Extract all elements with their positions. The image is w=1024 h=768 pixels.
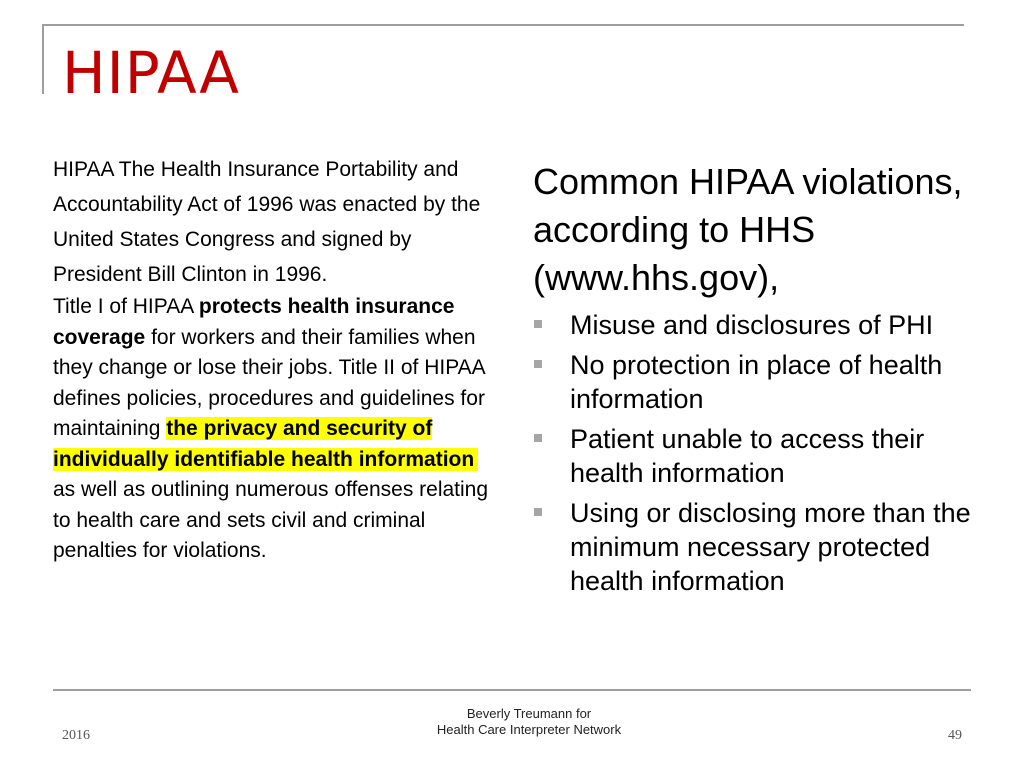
bold-coverage-phrase: protects health insurance coverage — [53, 295, 455, 349]
list-item — [533, 308, 973, 342]
square-bullet-icon — [534, 360, 542, 368]
para2-text-2: for workers and their families when they change or lose their jobs. Title II of HIPAA defines policies, procedures and guidelines for maintaining — [53, 325, 485, 440]
credit-line-1: Beverly Treumann for — [466, 706, 592, 721]
para2-text-3: as well as outlining numerous offenses relating to health care and sets civil and criminal penalties for violations. — [53, 478, 489, 562]
para2-text-1: Title I of HIPAA — [53, 295, 199, 318]
violations-heading: Common HIPAA violations, according to HHS (www.hhs.gov), — [533, 161, 963, 298]
list-item — [533, 348, 973, 416]
square-bullet-icon — [534, 508, 542, 516]
footer-credit — [400, 706, 658, 738]
intro-paragraph: HIPAA The Health Insurance Portability and Accountability Act of 1996 was enacted by the United States Congress and signed by President Bill Clinton in 1996. — [53, 158, 481, 286]
square-bullet-icon — [534, 434, 542, 442]
left-rule — [42, 24, 44, 94]
bullet-text: No protection in place of health information — [570, 350, 943, 414]
page-number: 49 — [948, 728, 962, 743]
bullet-text: Misuse and disclosures of PHI — [570, 310, 934, 340]
titles-paragraph — [53, 292, 503, 567]
right-column — [533, 158, 973, 604]
credit-line-2: Health Care Interpreter Network — [436, 722, 622, 737]
highlighted-privacy-phrase: the privacy and security of individually identifiable health information — [53, 417, 478, 471]
top-rule — [42, 24, 964, 26]
bottom-rule — [53, 689, 971, 691]
left-column — [53, 152, 503, 567]
footer-date: 2016 — [62, 728, 90, 743]
list-item — [533, 422, 973, 490]
slide-title: HIPAA — [62, 39, 240, 107]
violations-list — [533, 308, 973, 598]
list-item — [533, 496, 973, 598]
bullet-text: Patient unable to access their health information — [570, 424, 925, 488]
square-bullet-icon — [534, 320, 542, 328]
bullet-text: Using or disclosing more than the minimum necessary protected health information — [570, 498, 971, 596]
